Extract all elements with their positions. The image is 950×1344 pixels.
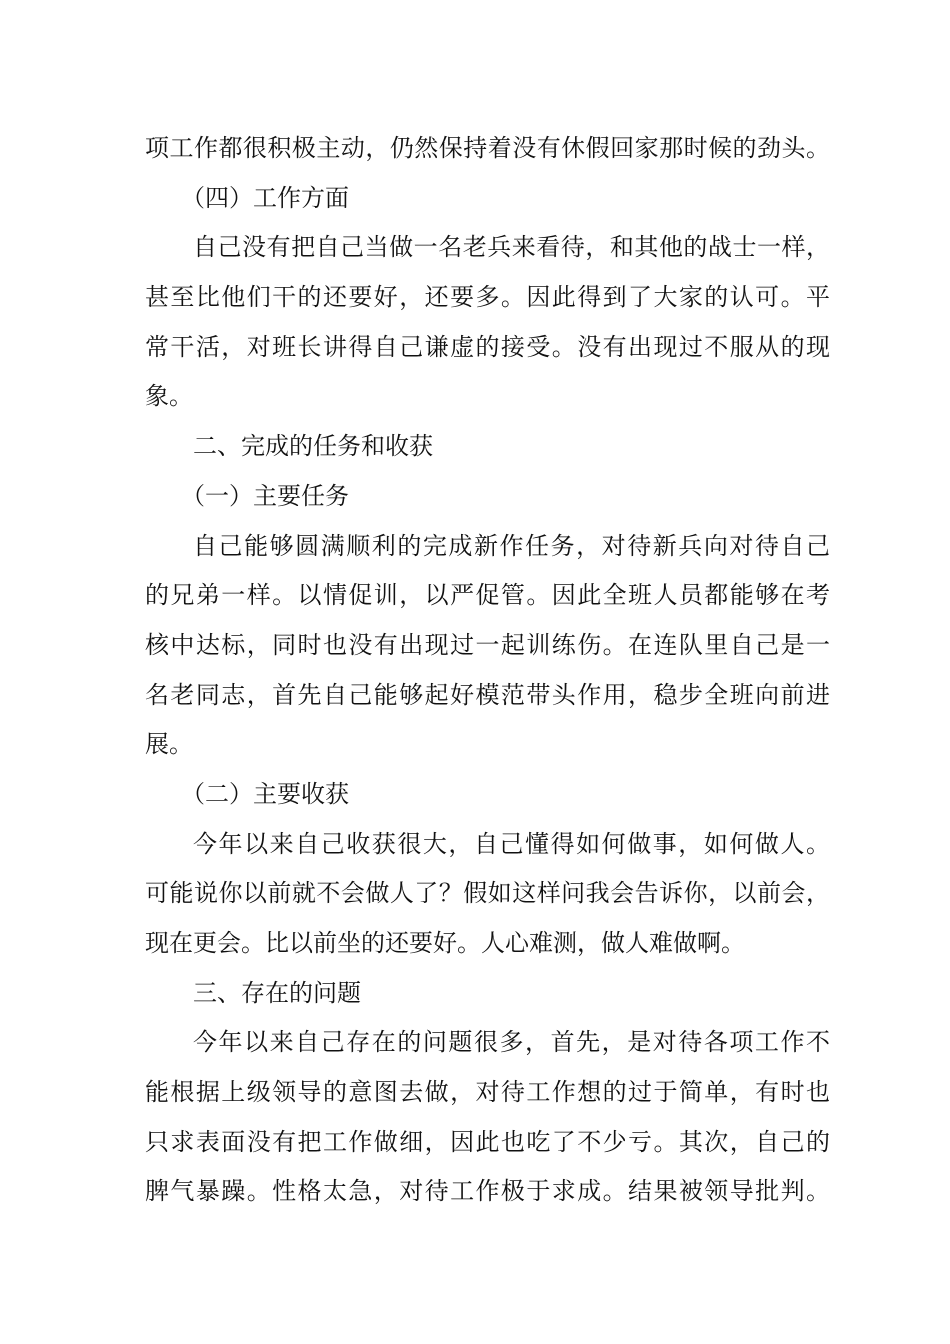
body-line: 核中达标，同时也没有出现过一起训练伤。在连队里自己是一 bbox=[145, 630, 830, 659]
body-line: 名老同志，首先自己能够起好模范带头作用，稳步全班向前进 bbox=[145, 680, 830, 709]
body-line: 今年以来自己收获很大，自己懂得如何做事，如何做人。 bbox=[193, 829, 830, 858]
body-line: 能根据上级领导的意图去做，对待工作想的过于简单，有时也 bbox=[145, 1078, 830, 1107]
body-line: 项工作都很积极主动，仍然保持着没有休假回家那时候的劲头。 bbox=[145, 134, 830, 162]
body-line: 脾气暴躁。性格太急，对待工作极于求成。结果被领导批判。 bbox=[145, 1177, 830, 1206]
document-body bbox=[145, 124, 830, 1217]
body-line: 甚至比他们干的还要好，还要多。因此得到了大家的认可。平 bbox=[145, 283, 830, 312]
subsection-title-work: （四）工作方面 bbox=[181, 183, 349, 212]
body-line: 的兄弟一样。以情促训，以严促管。因此全班人员都能够在考 bbox=[145, 581, 830, 610]
body-line: 常干活，对班长讲得自己谦虚的接受。没有出现过不服从的现 bbox=[145, 332, 830, 361]
subsection-title-main-gains: （二）主要收获 bbox=[181, 779, 349, 808]
body-line: 自己能够圆满顺利的完成新作任务，对待新兵向对待自己 bbox=[193, 531, 830, 560]
body-line: 象。 bbox=[145, 382, 193, 411]
body-line: 自己没有把自己当做一名老兵来看待，和其他的战士一样， bbox=[193, 233, 830, 262]
body-line: 今年以来自己存在的问题很多，首先，是对待各项工作不 bbox=[193, 1028, 830, 1057]
body-line: 只求表面没有把工作做细，因此也吃了不少亏。其次，自己的 bbox=[145, 1127, 830, 1156]
body-line: 可能说你以前就不会做人了？假如这样问我会告诉你，以前会， bbox=[145, 879, 830, 908]
section-heading-problems: 三、存在的问题 bbox=[193, 978, 361, 1007]
section-heading-tasks: 二、完成的任务和收获 bbox=[193, 432, 433, 461]
body-line: 现在更会。比以前坐的还要好。人心难测，做人难做啊。 bbox=[145, 929, 745, 957]
body-line: 展。 bbox=[145, 730, 193, 759]
subsection-title-main-tasks: （一）主要任务 bbox=[181, 481, 349, 510]
